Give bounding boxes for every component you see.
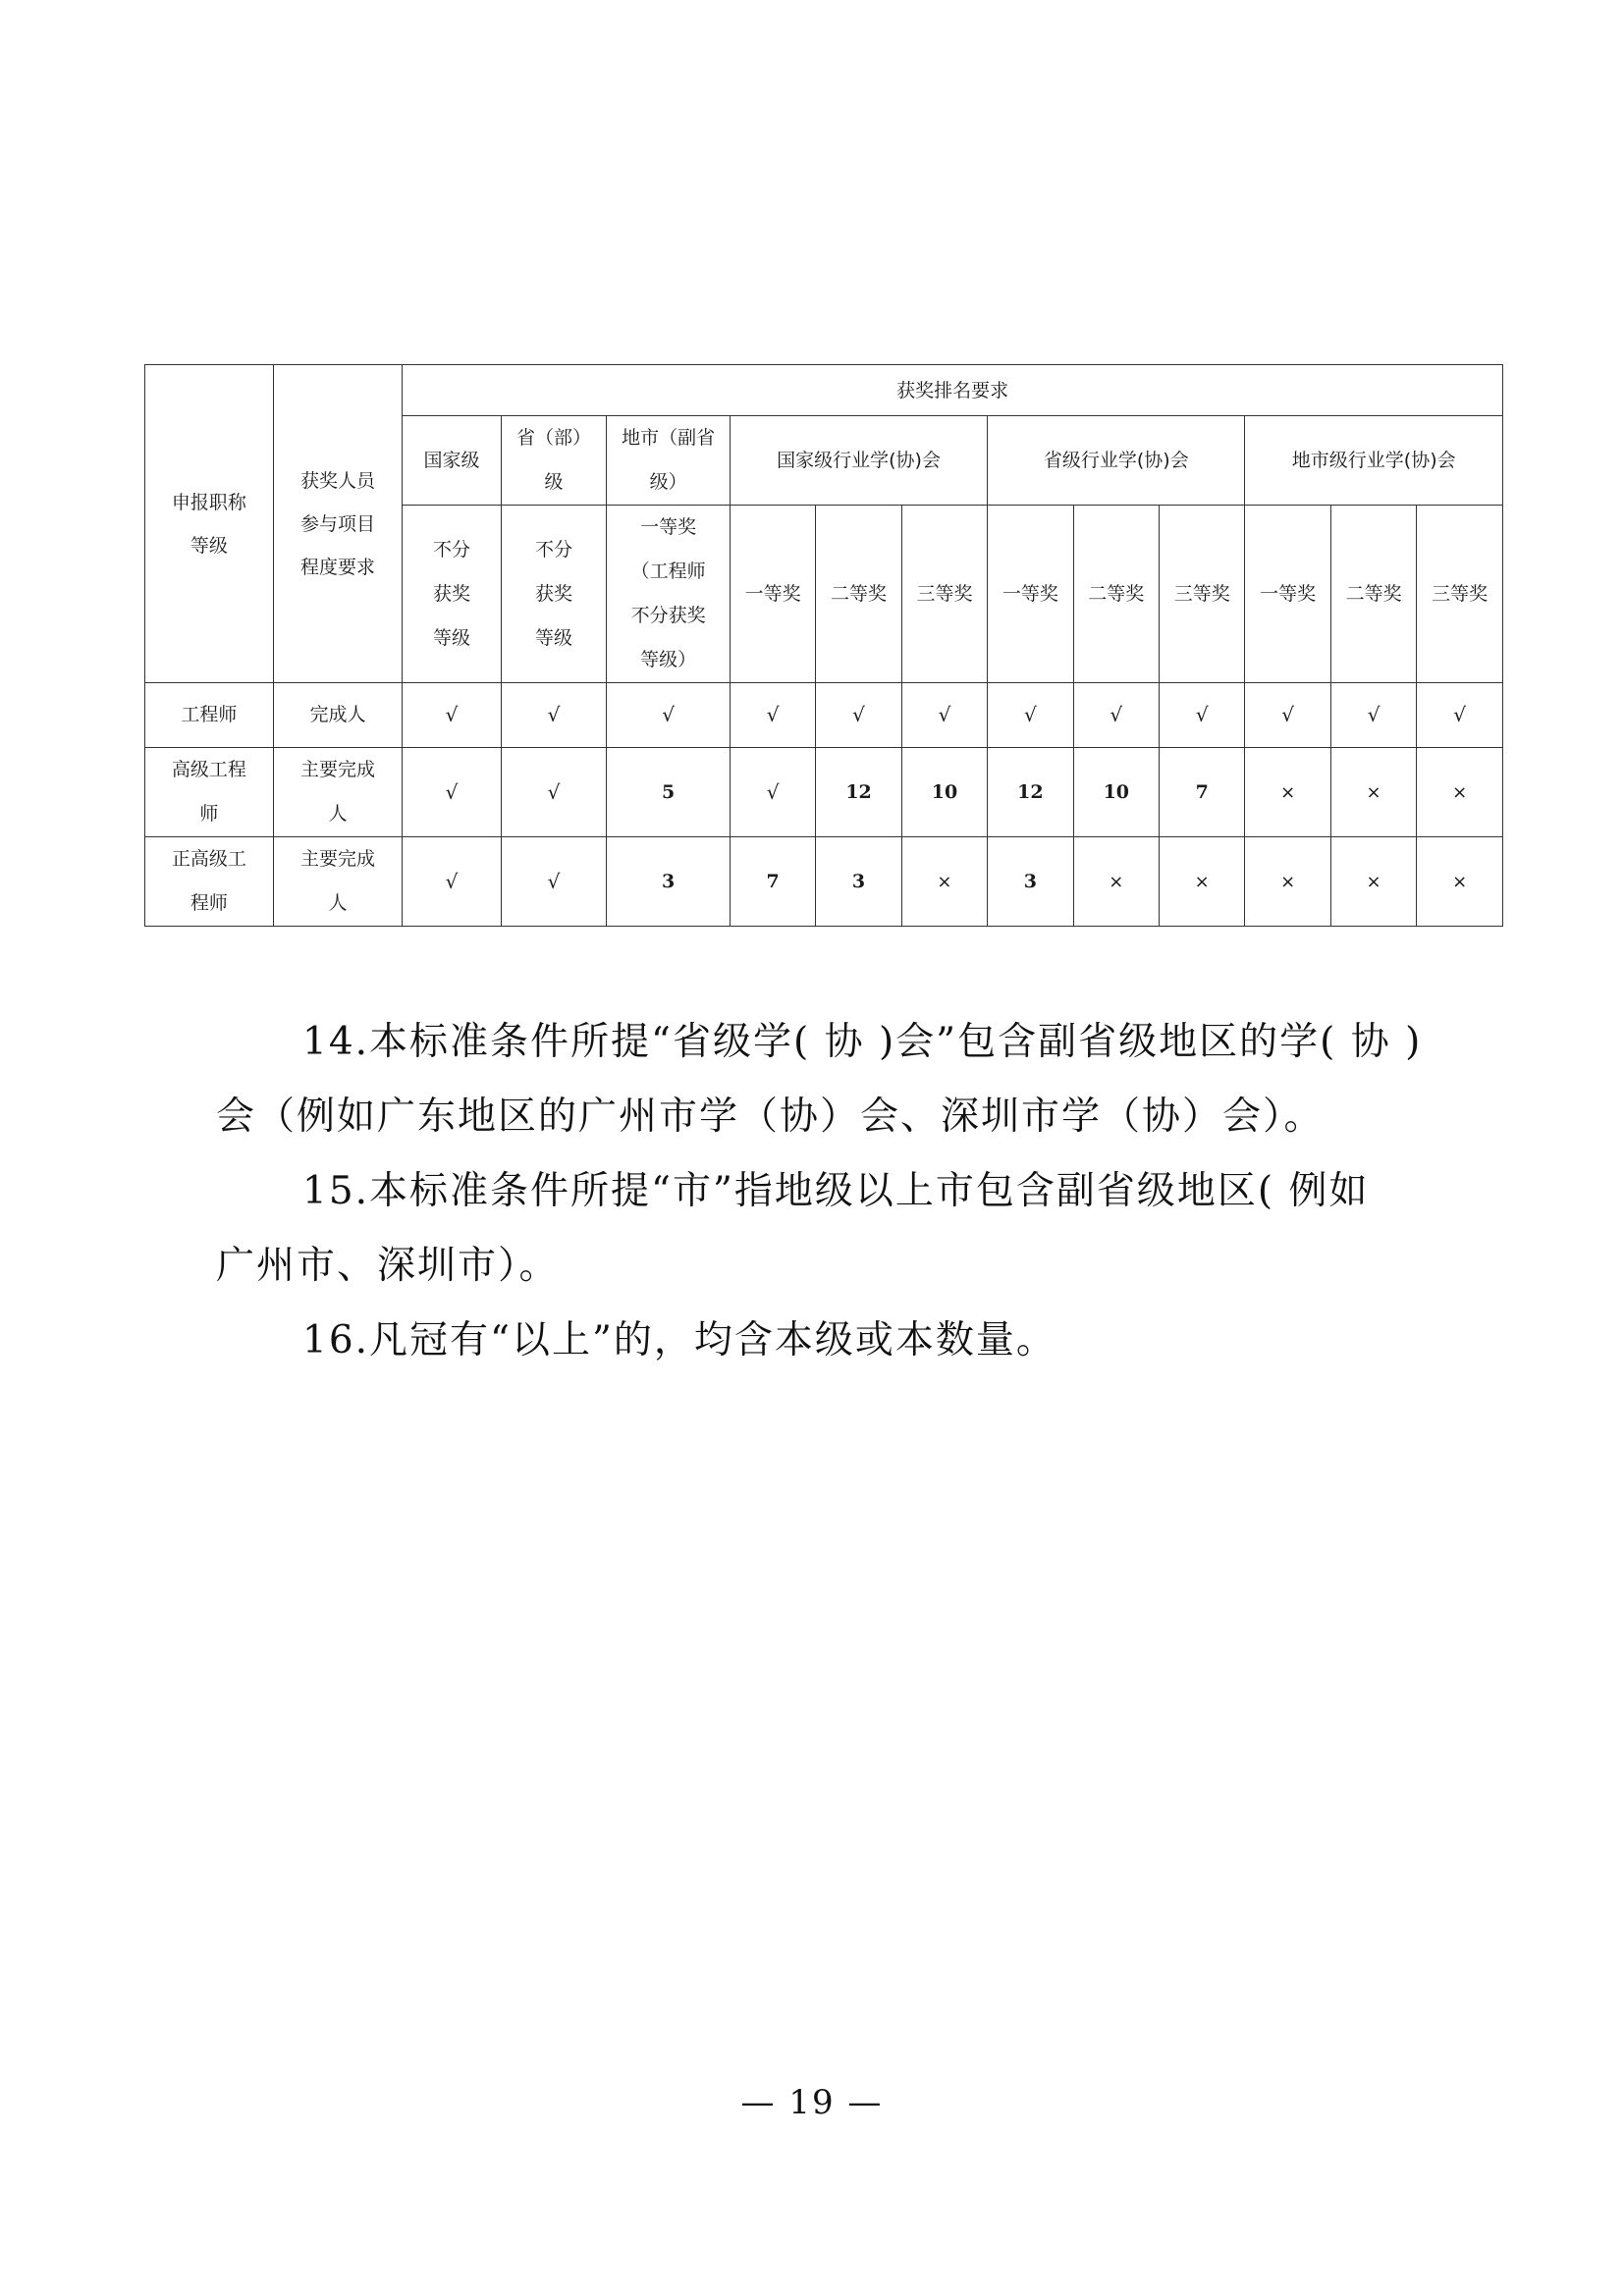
table-cell: 3 <box>988 837 1073 927</box>
subheader-prov-second: 二等奖 <box>1073 506 1159 683</box>
header-provincial-association: 省级行业学(协)会 <box>988 416 1245 506</box>
table-cell: 5 <box>607 748 731 837</box>
table-cell: 7 <box>1160 748 1245 837</box>
subheader-city-second: 二等奖 <box>1330 506 1416 683</box>
subheader-provincial: 不分获奖等级 <box>501 506 607 683</box>
table-cell: 3 <box>607 837 731 927</box>
table-cell: √ <box>1417 683 1503 748</box>
subheader-nat-third: 三等奖 <box>901 506 987 683</box>
table-cell: 7 <box>730 837 815 927</box>
row-degree: 完成人 <box>273 683 403 748</box>
table-cell: 3 <box>816 837 901 927</box>
row-title: 工程师 <box>145 683 274 748</box>
table-cell: × <box>1073 837 1159 927</box>
note-14-line-1: 14.本标准条件所提“省级学( 协 )会”包含副省级地区的学( 协 ) <box>302 1020 1423 1064</box>
table-cell: √ <box>403 683 501 748</box>
row-degree: 主要完成人 <box>273 748 403 837</box>
table-cell: √ <box>816 683 901 748</box>
table-cell: × <box>1245 748 1330 837</box>
note-14 <box>216 1017 1453 1143</box>
subheader-city: 一等奖（工程师不分获奖等级） <box>607 506 731 683</box>
row-title: 高级工程师 <box>145 748 274 837</box>
table-cell: √ <box>730 748 815 837</box>
note-15-line-2: 广州市、深圳市）。 <box>216 1244 560 1288</box>
header-national: 国家级 <box>403 416 501 506</box>
subheader-prov-third: 三等奖 <box>1160 506 1245 683</box>
table-cell: √ <box>607 683 731 748</box>
note-15 <box>216 1166 1453 1292</box>
table-cell: √ <box>1245 683 1330 748</box>
row-title: 正高级工程师 <box>145 837 274 927</box>
note-14-line-2: 会（例如广东地区的广州市学（协）会、深圳市学（协）会）。 <box>216 1095 1325 1139</box>
table-cell: × <box>1417 837 1503 927</box>
table-cell: √ <box>501 748 607 837</box>
table-row <box>145 683 1503 748</box>
table-cell: √ <box>1160 683 1245 748</box>
header-award-ranking: 获奖排名要求 <box>403 365 1503 416</box>
table-row <box>145 748 1503 837</box>
subheader-prov-first: 一等奖 <box>988 506 1073 683</box>
header-city: 地市（副省级） <box>607 416 731 506</box>
table-cell: × <box>901 837 987 927</box>
table-cell: √ <box>501 837 607 927</box>
table-cell: 12 <box>816 748 901 837</box>
table-cell: 12 <box>988 748 1073 837</box>
table-cell: √ <box>403 748 501 837</box>
table-cell: √ <box>901 683 987 748</box>
table-row <box>145 837 1503 927</box>
subheader-national: 不分获奖等级 <box>403 506 501 683</box>
table-cell: × <box>1330 748 1416 837</box>
subheader-nat-first: 一等奖 <box>730 506 815 683</box>
table-cell: × <box>1417 748 1503 837</box>
note-16 <box>216 1315 1453 1366</box>
subheader-city-third: 三等奖 <box>1417 506 1503 683</box>
row-degree: 主要完成人 <box>273 837 403 927</box>
award-ranking-table <box>144 364 1503 927</box>
table-cell: 10 <box>901 748 987 837</box>
table-cell: × <box>1160 837 1245 927</box>
header-title-level: 申报职称等级 <box>145 365 274 683</box>
table-cell: √ <box>1073 683 1159 748</box>
table-cell: × <box>1245 837 1330 927</box>
header-participation-degree: 获奖人员参与项目程度要求 <box>273 365 403 683</box>
header-city-association: 地市级行业学(协)会 <box>1245 416 1503 506</box>
page-number: — 19 — <box>740 2083 884 2122</box>
table-cell: √ <box>501 683 607 748</box>
table-cell: × <box>1330 837 1416 927</box>
table-cell: √ <box>1330 683 1416 748</box>
header-national-association: 国家级行业学(协)会 <box>730 416 987 506</box>
table-cell: √ <box>730 683 815 748</box>
table-cell: 10 <box>1073 748 1159 837</box>
header-provincial: 省（部）级 <box>501 416 607 506</box>
subheader-nat-second: 二等奖 <box>816 506 901 683</box>
note-15-line-1: 15.本标准条件所提“市”指地级以上市包含副省级地区( 例如 <box>302 1169 1370 1213</box>
table-cell: √ <box>988 683 1073 748</box>
note-16-line: 16.凡冠有“以上”的，均含本级或本数量。 <box>302 1318 1056 1362</box>
table-cell: √ <box>403 837 501 927</box>
subheader-city-first: 一等奖 <box>1245 506 1330 683</box>
